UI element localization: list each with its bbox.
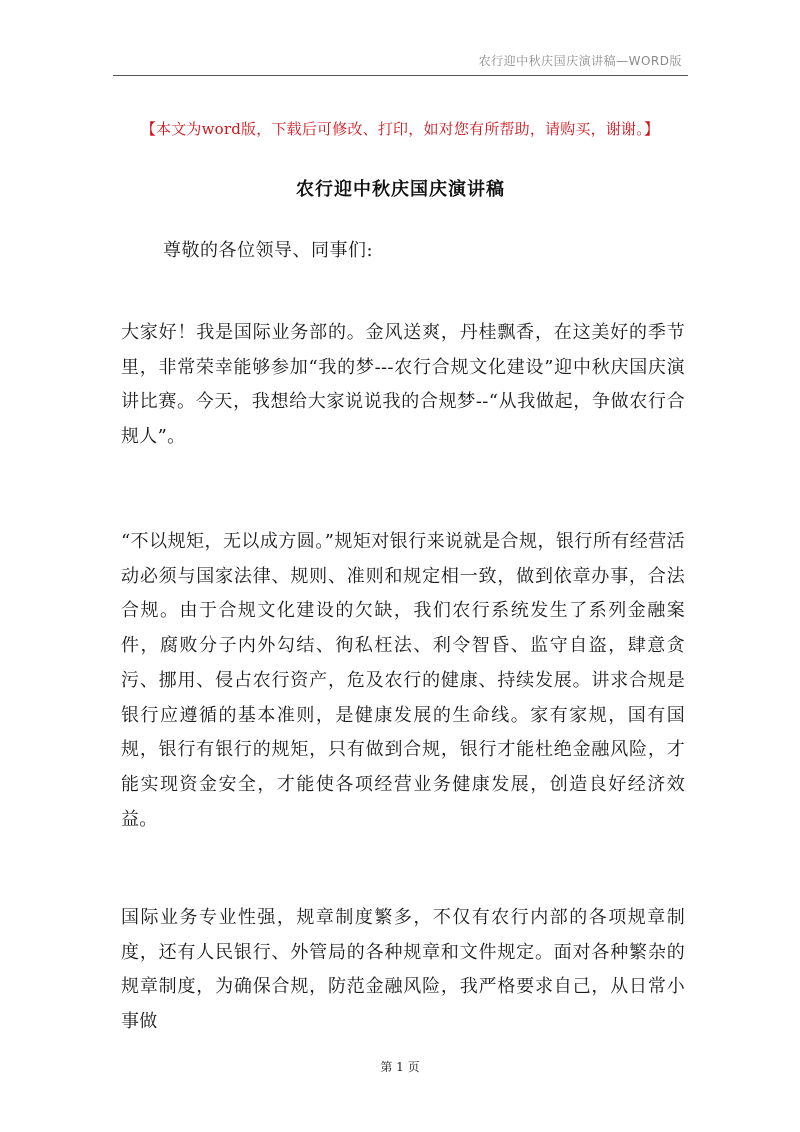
document-title: 农行迎中秋庆国庆演讲稿: [296, 179, 505, 200]
paragraph-2: “不以规矩，无以成方圆。”规矩对银行来说就是合规，银行所有经营活动必须与国家法律、规则、准则和规定相一致，做到依章办事，合法合规。由于合规文化建设的欠缺，我们农行系统发生了系列金融案件，腐败分子内外勾结、徇私枉法、利令智昏、监守自盗，肆意贪污、挪用、侵占农行资产，危及农行的健康、持续发展。讲求合规是银行应遵循的基本准则，是健康发展的生命线。家有家规，国有国规，银行有银行的规矩，只有做到合规，银行才能杜绝金融风险，才能实现资金安全，才能使各项经营业务健康发展，创造良好经济效益。: [121, 531, 685, 830]
page-number: 第 1 页: [380, 1060, 420, 1074]
running-header: 农行迎中秋庆国庆演讲稿—WORD版: [478, 54, 682, 68]
paragraph-3: 国际业务专业性强，规章制度繁多，不仅有农行内部的各项规章制度，还有人民银行、外管局的各种规章和文件规定。面对各种繁杂的规章制度，为确保合规，防范金融风险，我严格要求自己，从日常小事做: [121, 907, 685, 1033]
salutation: 尊敬的各位领导、同事们:: [163, 240, 374, 261]
header-divider: [113, 75, 688, 76]
download-notice: 【本文为word版，下载后可修改、打印，如对您有所帮助，请购买，谢谢。】: [140, 120, 660, 138]
paragraph-1: 大家好！我是国际业务部的。金风送爽，丹桂飘香，在这美好的季节里，非常荣幸能够参加“我的梦---农行合规文化建设”迎中秋庆国庆演讲比赛。今天，我想给大家说说我的合规梦--“从我做起，争做农行合规人”。: [121, 322, 685, 448]
